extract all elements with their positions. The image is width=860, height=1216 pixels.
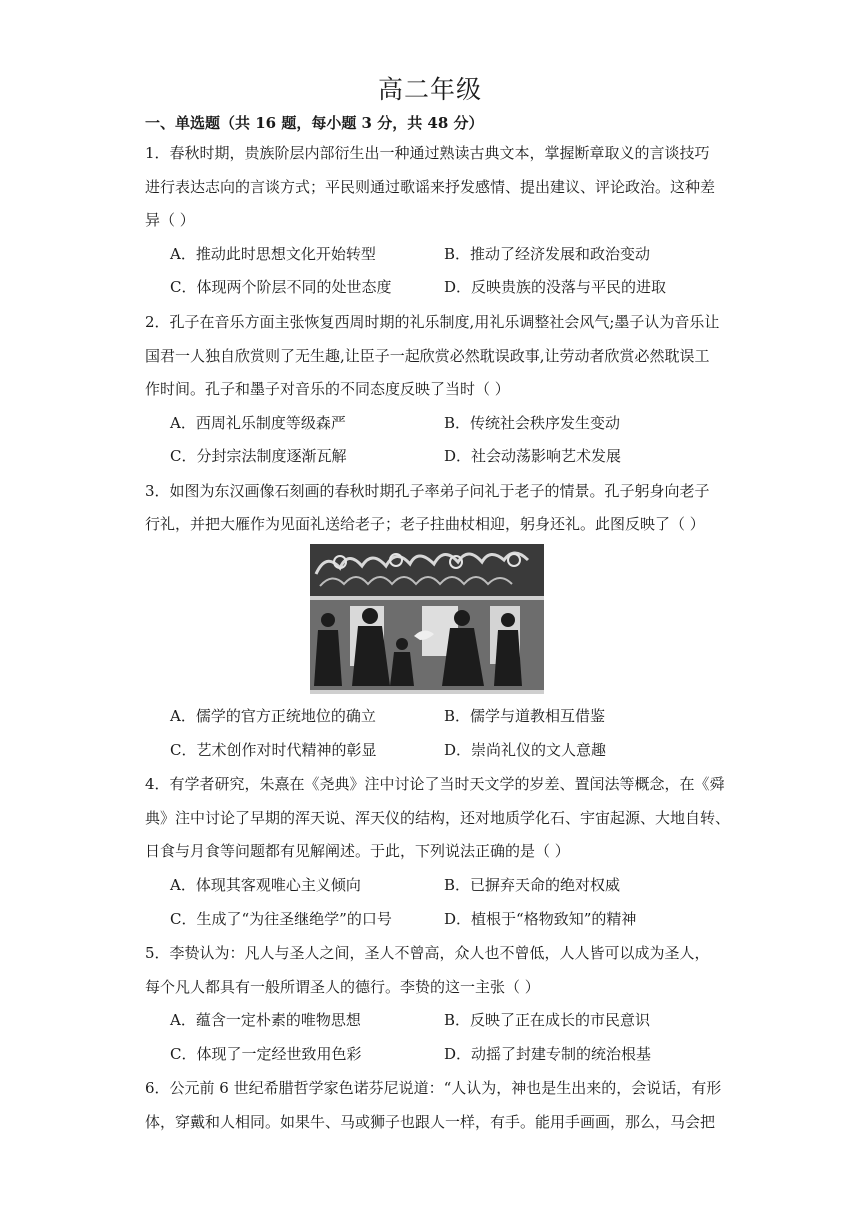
question-2-option-b: B．传统社会秩序发生变动 <box>444 414 621 432</box>
question-1-option-d: D．反映贵族的没落与平民的进取 <box>444 278 667 296</box>
question-1-option-c: C．体现两个阶层不同的处世态度 <box>170 278 392 296</box>
question-5-stem-line: 5．李贽认为：凡人与圣人之间，圣人不曾高，众人也不曾低，人人皆可以成为圣人， <box>145 944 710 962</box>
question-3-option-d: D．崇尚礼仪的文人意趣 <box>444 741 607 759</box>
question-5-stem-line: 每个凡人都具有一般所谓圣人的德行。李贽的这一主张（ ） <box>145 978 540 996</box>
question-3-option-b: B．儒学与道教相互借鉴 <box>444 707 606 725</box>
question-1-stem-line: 进行表达志向的言谈方式；平民则通过歌谣来抒发感情、提出建议、评论政治。这种差 <box>145 178 716 196</box>
section-heading: 一、单选题（共 16 题，每小题 3 分，共 48 分） <box>145 114 484 132</box>
question-1-stem-line: 异（ ） <box>145 211 195 229</box>
question-5-option-b: B．反映了正在成长的市民意识 <box>444 1011 651 1029</box>
question-3-stem-line: 行礼，并把大雁作为见面礼送给老子；老子拄曲杖相迎，躬身还礼。此图反映了（ ） <box>145 515 705 533</box>
question-3-option-a: A．儒学的官方正统地位的确立 <box>170 707 376 725</box>
question-5-option-d: D．动摇了封建专制的统治根基 <box>444 1045 652 1063</box>
question-2-option-d: D．社会动荡影响艺术发展 <box>444 447 622 465</box>
question-6-stem-line: 6．公元前 6 世纪希腊哲学家色诺芬尼说道：“人认为，神也是生出来的，会说话，有形 <box>145 1079 722 1097</box>
question-3-stem-line: 3．如图为东汉画像石刻画的春秋时期孔子率弟子问礼于老子的情景。孔子躬身向老子 <box>145 482 710 500</box>
question-4-option-a: A．体现其客观唯心主义倾向 <box>170 876 361 894</box>
question-1-option-a: A．推动此时思想文化开始转型 <box>170 245 376 263</box>
question-5-option-c: C．体现了一定经世致用色彩 <box>170 1045 362 1063</box>
stone-relief-image <box>310 544 544 694</box>
question-4-stem-line: 4．有学者研究，朱熹在《尧典》注中讨论了当时天文学的岁差、置闰法等概念，在《舜 <box>145 775 725 793</box>
question-3-option-c: C．艺术创作对时代精神的彰显 <box>170 741 377 759</box>
question-2-stem-line: 国君一人独自欣赏则了无生趣,让臣子一起欣赏必然耽误政事,让劳动者欣赏必然耽误工 <box>145 347 710 365</box>
question-2-stem-line: 作时间。孔子和墨子对音乐的不同态度反映了当时（ ） <box>145 380 510 398</box>
question-4-option-c: C．生成了“为往圣继绝学”的口号 <box>170 910 392 928</box>
question-1-stem-line: 1．春秋时期，贵族阶层内部衍生出一种通过熟读古典文本，掌握断章取义的言谈技巧 <box>145 144 710 162</box>
page-title: 高二年级 <box>377 75 482 104</box>
question-2-option-c: C．分封宗法制度逐渐瓦解 <box>170 447 347 465</box>
question-4-option-d: D．植根于“格物致知”的精神 <box>444 910 637 928</box>
question-4-option-b: B．已摒弃天命的绝对权威 <box>444 876 621 894</box>
question-4-stem-line: 日食与月食等问题都有见解阐述。于此，下列说法正确的是（ ） <box>145 842 570 860</box>
question-2-stem-line: 2．孔子在音乐方面主张恢复西周时期的礼乐制度,用礼乐调整社会风气;墨子认为音乐让 <box>145 313 720 331</box>
question-2-option-a: A．西周礼乐制度等级森严 <box>170 414 346 432</box>
question-4-stem-line: 典》注中讨论了早期的浑天说、浑天仪的结构，还对地质学化石、宇宙起源、大地自转、 <box>145 809 731 827</box>
question-6-stem-line: 体，穿戴和人相同。如果牛、马或狮子也跟人一样，有手。能用手画画，那么，马会把 <box>145 1113 716 1131</box>
question-5-option-a: A．蕴含一定朴素的唯物思想 <box>170 1011 361 1029</box>
question-1-option-b: B．推动了经济发展和政治变动 <box>444 245 651 263</box>
